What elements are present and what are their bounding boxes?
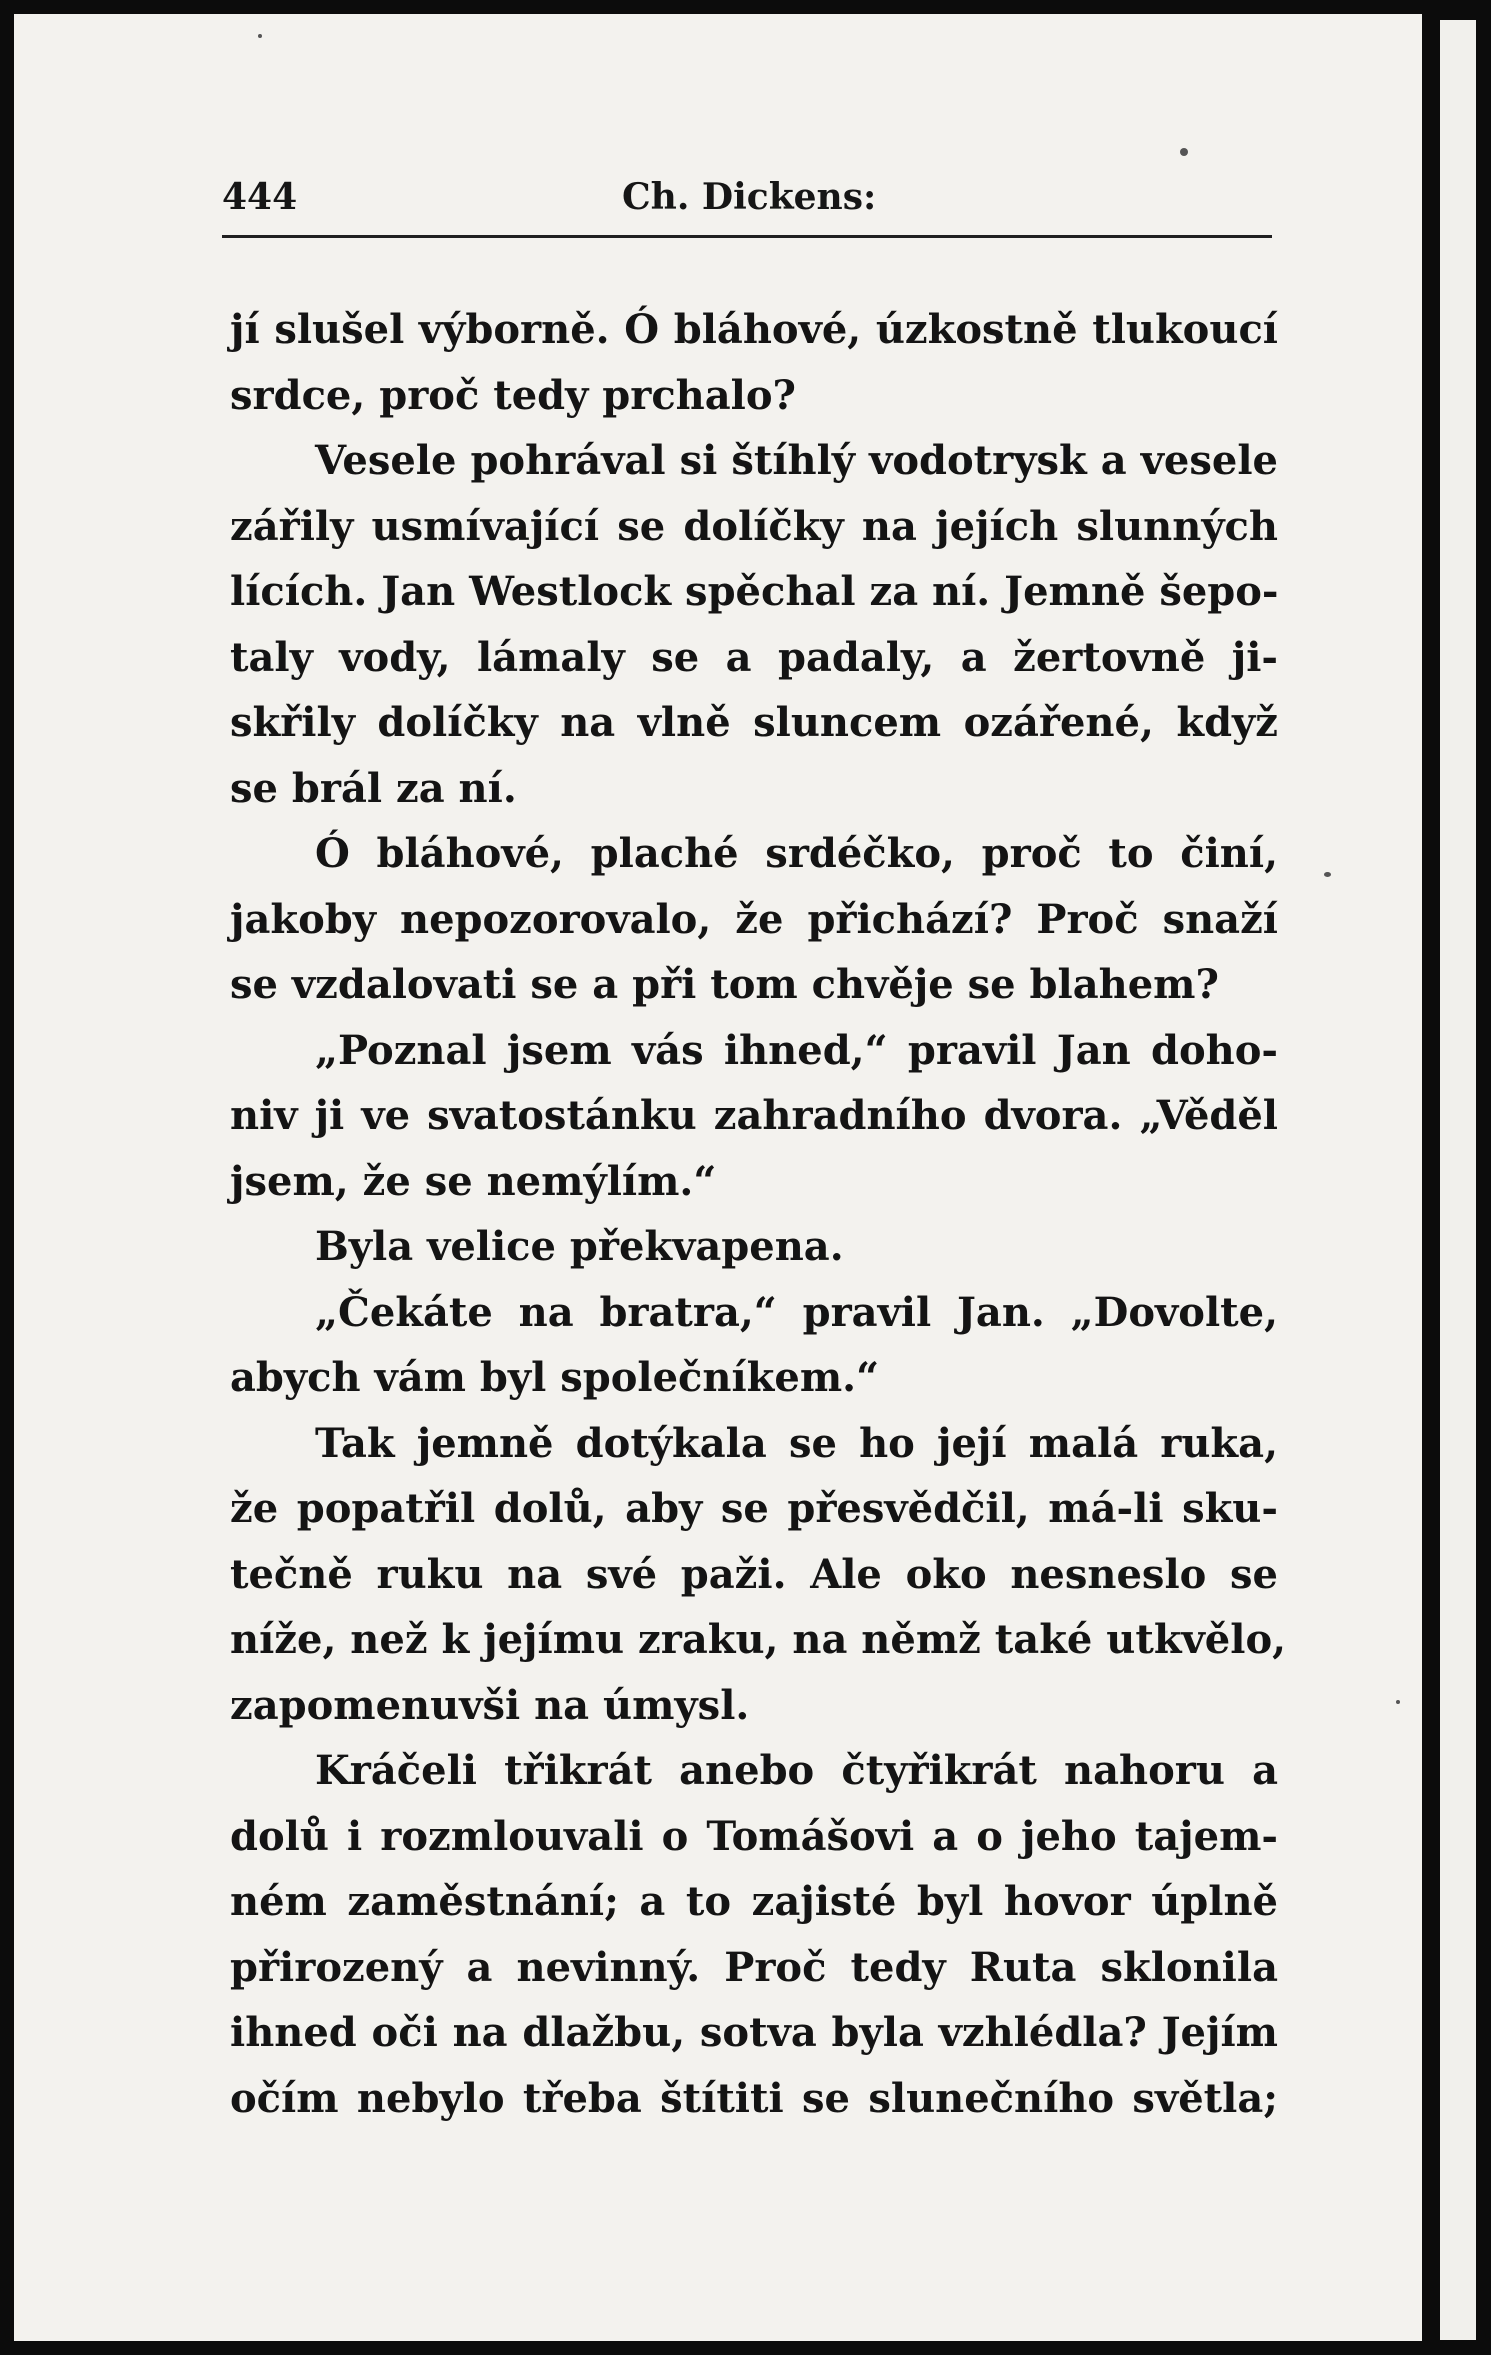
text-line: níže, než k jejímu zraku, na němž také utkvělo, xyxy=(230,1616,1287,1663)
text-line: Byla velice překvapena. xyxy=(315,1223,844,1270)
text-line: skřily dolíčky na vlně sluncem ozářené, když xyxy=(230,699,1278,746)
page-number: 444 xyxy=(222,176,298,218)
text-line: dolů i rozmlouvali o Tomášovi a o jeho tajem- xyxy=(230,1812,1278,1860)
text-line: abych vám byl společníkem.“ xyxy=(230,1354,880,1401)
text-line: Tak jemně dotýkala se ho její malá ruka, xyxy=(315,1419,1278,1467)
text-line: jakoby nepozorovalo, že přichází? Proč snaží xyxy=(230,895,1278,943)
text-line: ném zaměstnání; a to zajisté byl hovor úplně xyxy=(230,1878,1278,1925)
text-line: zářily usmívající se dolíčky na jejích slunných xyxy=(230,502,1278,550)
paper-speck xyxy=(1180,148,1188,156)
text-line: přirozený a nevinný. Proč tedy Ruta sklonila xyxy=(230,1943,1278,1991)
text-line: srdce, proč tedy prchalo? xyxy=(230,371,796,419)
paper-speck xyxy=(1396,1700,1400,1704)
facing-page-edge xyxy=(1440,20,1476,2340)
text-line: že popatřil dolů, aby se přesvědčil, má-li sku- xyxy=(230,1485,1278,1532)
paper-speck xyxy=(1324,872,1331,877)
text-line: jsem, že se nemýlím.“ xyxy=(230,1157,717,1205)
paper-speck xyxy=(258,34,262,38)
text-line: ihned oči na dlažbu, sotva byla vzhlédla? Jejím xyxy=(230,2009,1278,2056)
text-line: se brál za ní. xyxy=(230,764,517,812)
text-line: očím nebylo třeba štítiti se slunečního světla; xyxy=(230,2074,1278,2122)
text-line: zapomenuvši na úmysl. xyxy=(230,1681,750,1729)
text-line: „Poznal jsem vás ihned,“ pravil Jan doho- xyxy=(315,1026,1278,1074)
text-line: „Čekáte na bratra,“ pravil Jan. „Dovolte, xyxy=(315,1288,1278,1336)
header-rule xyxy=(222,235,1272,238)
page-header xyxy=(222,176,1272,236)
text-line: se vzdalovati se a při tom chvěje se blahem? xyxy=(230,961,1219,1008)
text-line: niv ji ve svatostánku zahradního dvora. „Věděl xyxy=(230,1092,1278,1139)
text-line: jí slušel výborně. Ó bláhové, úzkostně tlukoucí xyxy=(230,306,1278,353)
running-head: Ch. Dickens: xyxy=(622,176,877,218)
text-line: Kráčeli třikrát anebo čtyřikrát nahoru a xyxy=(315,1747,1278,1794)
text-line: tečně ruku na své paži. Ale oko nesneslo se xyxy=(230,1550,1278,1598)
text-line: Vesele pohrával si štíhlý vodotrysk a vesele xyxy=(315,437,1278,484)
text-line: taly vody, lámaly se a padaly, a žertovně ji- xyxy=(230,633,1278,681)
text-line: Ó bláhové, plaché srdéčko, proč to činí, xyxy=(315,830,1278,877)
body-text xyxy=(230,297,1287,2131)
text-line: lících. Jan Westlock spěchal za ní. Jemně šepo- xyxy=(230,568,1279,615)
